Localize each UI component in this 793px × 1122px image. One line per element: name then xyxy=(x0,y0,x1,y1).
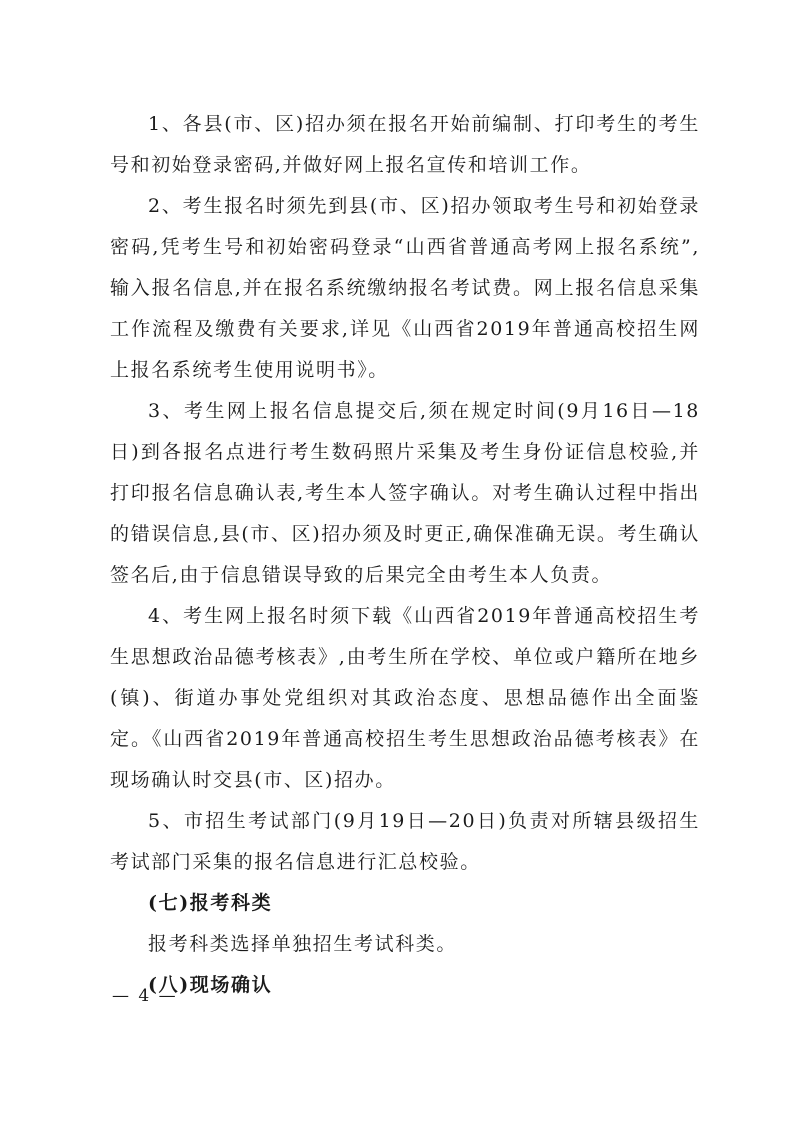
paragraph-5: 5、市招生考试部门(9月19日—20日)负责对所辖县级招生考试部门采集的报名信息进行汇总校验。 xyxy=(110,810,700,873)
paragraph-3: 3、考生网上报名信息提交后,须在规定时间(9月16日—18日)到各报名点进行考生数码照片采集及考生身份证信息校验,并打印报名信息确认表,考生本人签字确认。对考生确认过程中指出的错误信息,县(市、区)招办须及时更正,确保准确无误。考生确认签名后,由于信息错误导致的后果完全由考生本人负责。 xyxy=(110,400,700,586)
paragraph-2: 2、考生报名时须先到县(市、区)招办领取考生号和初始登录密码,凭考生号和初始密码登录“山西省普通高考网上报名系统”,输入报名信息,并在报名系统缴纳报名考试费。网上报名信息采集工作流程及缴费有关要求,详见《山西省2019年普通高校招生网上报名系统考生使用说明书》。 xyxy=(110,195,700,381)
document-body xyxy=(110,104,700,1006)
section-7-text: 报考科类选择单独招生考试科类。 xyxy=(148,933,458,955)
section-8-heading: (八)现场确认 xyxy=(148,974,273,996)
page-number: — 4 — xyxy=(112,986,178,1006)
paragraph-1: 1、各县(市、区)招办须在报名开始前编制、打印考生的考生号和初始登录密码,并做好网上报名宣传和培训工作。 xyxy=(110,113,700,176)
paragraph-4: 4、考生网上报名时须下载《山西省2019年普通高校招生考生思想政治品德考核表》,由考生所在学校、单位或户籍所在地乡(镇)、街道办事处党组织对其政治态度、思想品德作出全面鉴定。《山西省2019年普通高校招生考生思想政治品德考核表》在现场确认时交县(市、区)招办。 xyxy=(110,605,700,791)
section-7-heading: (七)报考科类 xyxy=(148,892,273,914)
